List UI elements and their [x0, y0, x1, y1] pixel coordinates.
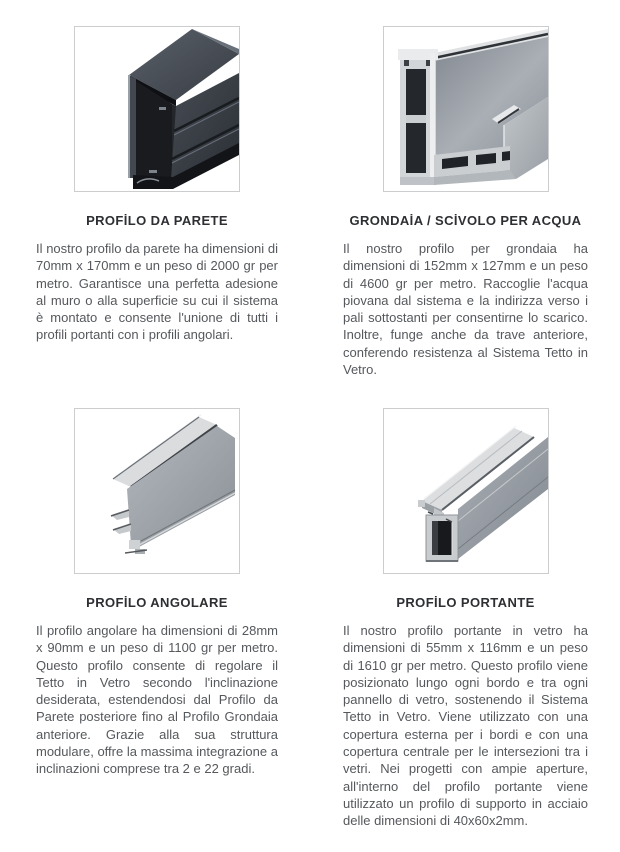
section-profilo-da-parete: [36, 26, 278, 408]
gutter-profile-image-frame: [383, 26, 549, 192]
section-heading: PROFİLO DA PARETE: [86, 213, 228, 228]
bearing-profile-photo: [384, 409, 548, 573]
angular-profile-image-frame: [74, 408, 240, 574]
angular-profile-photo: [75, 409, 239, 573]
section-heading: GRONDAİA / SCİVOLO PER ACQUA: [349, 213, 582, 228]
section-profilo-portante: [343, 408, 588, 852]
section-body: Il nostro profilo per grondaia ha dimensioni di 152mm x 127mm e un peso di 4600 gr per metro. Raccoglie l'acqua piovana dal sistema e la indirizza verso i pali sottostanti per consentirne lo scarico. Inoltre, funge anche da trave anteriore, conferendo resistenza al Sistema Tetto in Vetro.: [343, 241, 588, 378]
bearing-profile-image-frame: [383, 408, 549, 574]
section-body: Il nostro profilo portante in vetro ha dimensioni di 55mm x 116mm e un peso di 1610 gr per metro. Questo profilo viene posizionato lungo ogni bordo e tra ogni pannello di vetro, sostenendo il Sistema Tetto in Vetro. Viene utilizzato con una copertura esterna per i bordi e con una copertura centrale per le intersezioni tra i vetri. Nei progetti con ampie aperture, all'interno del profilo portante viene utilizzato un profilo di supporto in acciaio delle dimensioni di 40x60x2mm.: [343, 623, 588, 829]
section-body: Il profilo angolare ha dimensioni di 28mm x 90mm e un peso di 1100 gr per metro. Questo profilo consente di regolare il Tetto in Vetro secondo l'inclinazione desiderata, estendendosi dal Profilo da Parete posteriore fino al Profilo Grondaia anteriore. Grazie alla sua struttura modulare, offre la massima integrazione a inclinazioni comprese tra 2 e 22 gradi.: [36, 623, 278, 777]
section-body: Il nostro profilo da parete ha dimensioni di 70mm x 170mm e un peso di 2000 gr per metro. Garantisce una perfetta adesione al muro o alla superficie su cui il sistema è montato e consente l'unione di tutti i profili portanti con i profili angolari.: [36, 241, 278, 343]
wall-profile-image-frame: [74, 26, 240, 192]
section-profilo-angolare: [36, 408, 278, 852]
section-heading: PROFİLO ANGOLARE: [86, 595, 228, 610]
gutter-profile-photo: [384, 27, 548, 191]
section-heading: PROFİLO PORTANTE: [396, 595, 535, 610]
section-grondaia: [343, 26, 588, 408]
wall-profile-photo: [75, 27, 239, 191]
